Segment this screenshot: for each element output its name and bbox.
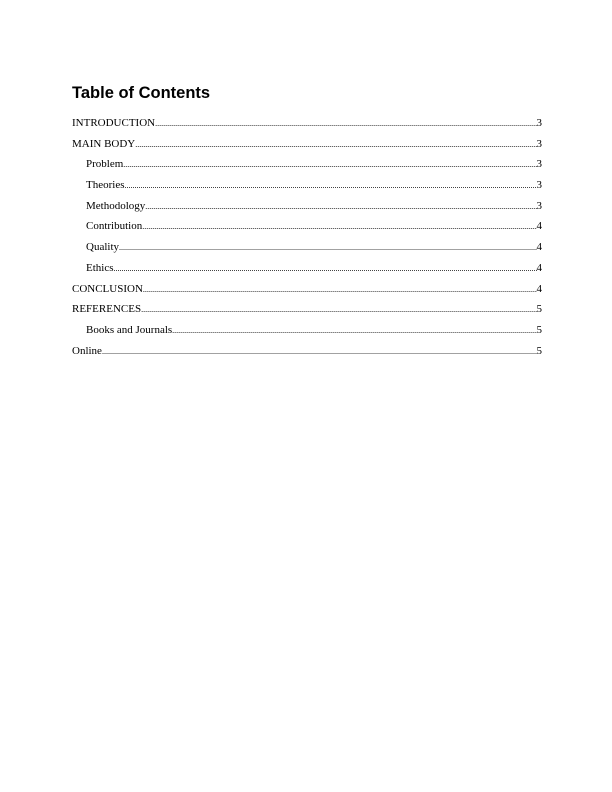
toc-entry-label[interactable]: REFERENCES: [72, 303, 142, 316]
toc-entry-label[interactable]: Quality: [86, 241, 119, 254]
toc-entry-label[interactable]: Online: [72, 344, 102, 357]
toc-page-number: 5: [536, 303, 542, 316]
toc-page-number: 3: [536, 179, 542, 192]
toc-entry-label[interactable]: Contribution: [86, 220, 143, 233]
toc-entry-label[interactable]: CONCLUSION: [72, 282, 143, 295]
toc-entry-label[interactable]: Methodology: [86, 199, 146, 212]
toc-entry-introduction[interactable]: [72, 113, 542, 134]
toc-list: [72, 113, 542, 361]
toc-entry-label[interactable]: MAIN BODY: [72, 137, 136, 150]
toc-page-number: 3: [536, 117, 542, 129]
toc-entry-ethics[interactable]: [72, 258, 542, 279]
toc-page-number: 3: [536, 199, 542, 212]
dot-leader: [143, 280, 537, 300]
dot-leader: [135, 135, 536, 155]
toc-entry-label[interactable]: Books and Journals: [86, 323, 173, 336]
toc-page-number: 3: [536, 137, 542, 150]
toc-page-number: 5: [536, 323, 542, 336]
toc-entry-theories[interactable]: [72, 175, 542, 196]
toc-page-number: 5: [536, 344, 542, 357]
dot-leader: [114, 259, 537, 279]
dot-leader: [102, 342, 537, 362]
toc-entry-label[interactable]: Problem: [86, 158, 124, 171]
dot-leader: [141, 300, 536, 320]
toc-entry-main-body[interactable]: [72, 134, 542, 155]
toc-entry-label[interactable]: Theories: [86, 179, 125, 192]
dot-leader: [119, 238, 537, 258]
toc-page-number: 4: [536, 220, 542, 233]
toc-entry-online[interactable]: [72, 341, 542, 362]
toc-entry-methodology[interactable]: [72, 196, 542, 217]
toc-entry-quality[interactable]: [72, 237, 542, 258]
dot-leader: [142, 217, 536, 237]
dot-leader: [172, 321, 536, 341]
toc-entry-books-and-journals[interactable]: [72, 320, 542, 341]
toc-page-number: 3: [536, 158, 542, 171]
dot-leader: [145, 197, 536, 217]
toc-title: Table of Contents: [72, 84, 211, 102]
toc-page-number: 4: [536, 282, 542, 295]
toc-entry-problem[interactable]: [72, 154, 542, 175]
toc-entry-label[interactable]: Ethics: [86, 261, 114, 274]
dot-leader: [123, 155, 536, 175]
dot-leader: [155, 114, 536, 134]
toc-page-number: 4: [536, 261, 542, 274]
toc-entry-label[interactable]: INTRODUCTION: [72, 117, 156, 129]
toc-entry-conclusion[interactable]: [72, 279, 542, 300]
toc-entry-references[interactable]: [72, 299, 542, 320]
toc-entry-contribution[interactable]: [72, 216, 542, 237]
toc-page-number: 4: [536, 241, 542, 254]
dot-leader: [124, 176, 536, 196]
